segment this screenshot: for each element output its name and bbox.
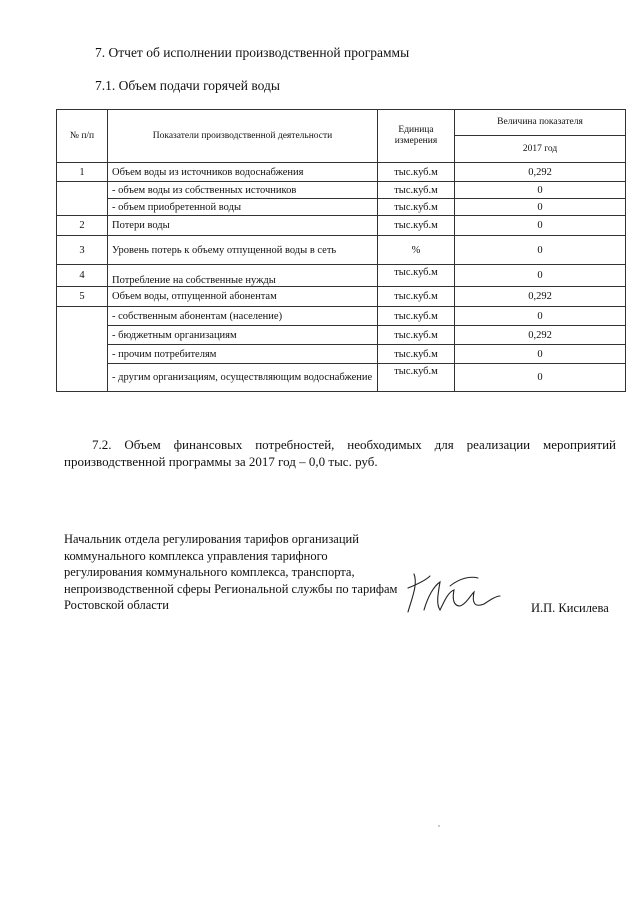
table-row xyxy=(57,345,626,364)
row-num: 2 xyxy=(57,216,108,236)
row-name: Потери воды xyxy=(108,216,378,236)
row-unit: тыс.куб.м xyxy=(378,265,455,287)
row-value: 0 xyxy=(455,199,626,216)
row-num: 3 xyxy=(57,236,108,265)
row-value: 0 xyxy=(455,307,626,326)
header-num: № п/п xyxy=(57,110,108,163)
scan-speck xyxy=(438,825,440,827)
signatory-name: И.П. Кисилева xyxy=(531,601,609,615)
handwritten-signature xyxy=(400,566,505,621)
header-unit: Единица измерения xyxy=(378,110,455,163)
row-value: 0,292 xyxy=(455,163,626,182)
row-name: - бюджетным организациям xyxy=(108,326,378,345)
row-num: 5 xyxy=(57,287,108,307)
row-unit: тыс.куб.м xyxy=(378,345,455,364)
financial-needs-paragraph: 7.2. Объем финансовых потребностей, необходимых для реализации мероприятий производственной программы за 2017 год – 0,0 тыс. руб. xyxy=(64,437,616,469)
row-unit: тыс.куб.м xyxy=(378,182,455,199)
row-unit: тыс.куб.м xyxy=(378,199,455,216)
table-row xyxy=(57,199,626,216)
table-row xyxy=(57,216,626,236)
row-unit: тыс.куб.м xyxy=(378,326,455,345)
section-heading: 7. Отчет об исполнении производственной программы xyxy=(95,45,410,60)
row-name: - собственным абонентам (население) xyxy=(108,307,378,326)
row-num: 1 xyxy=(57,163,108,182)
row-name: Объем воды, отпущенной абонентам xyxy=(108,287,378,307)
header-indicator: Показатели производственной деятельности xyxy=(108,110,378,163)
row-value: 0 xyxy=(455,345,626,364)
row-num: 4 xyxy=(57,265,108,287)
subsection-heading: 7.1. Объем подачи горячей воды xyxy=(95,78,280,93)
row-num xyxy=(57,182,108,216)
row-unit: тыс.куб.м xyxy=(378,216,455,236)
table-row xyxy=(57,236,626,265)
row-value: 0 xyxy=(455,236,626,265)
row-name: Потребление на собственные нужды xyxy=(108,265,378,287)
table-row xyxy=(57,364,626,392)
table-row xyxy=(57,265,626,287)
water-supply-table xyxy=(56,109,626,392)
row-name: - объем воды из собственных источников xyxy=(108,182,378,199)
row-value: 0 xyxy=(455,364,626,392)
row-name: - объем приобретенной воды xyxy=(108,199,378,216)
table-row xyxy=(57,163,626,182)
header-value: Величина показателя xyxy=(455,110,626,136)
row-unit: тыс.куб.м xyxy=(378,307,455,326)
signatory-title: Начальник отдела регулирования тарифов организаций коммунального комплекса управления тарифного регулирования коммунального комплекса, транспорта, непроизводственной сферы Региональной службы по тарифам Ростовской области xyxy=(64,532,398,612)
row-name: Объем воды из источников водоснабжения xyxy=(108,163,378,182)
row-value: 0,292 xyxy=(455,287,626,307)
table-row xyxy=(57,287,626,307)
row-name: Уровень потерь к объему отпущенной воды в сеть xyxy=(108,236,378,265)
table-row xyxy=(57,326,626,345)
row-unit: % xyxy=(378,236,455,265)
row-name: - другим организациям, осуществляющим водоснабжение xyxy=(108,364,378,392)
header-year: 2017 год xyxy=(455,136,626,163)
row-unit: тыс.куб.м xyxy=(378,163,455,182)
table-row xyxy=(57,182,626,199)
row-unit: тыс.куб.м xyxy=(378,364,455,392)
row-unit: тыс.куб.м xyxy=(378,287,455,307)
row-value: 0 xyxy=(455,216,626,236)
row-value: 0,292 xyxy=(455,326,626,345)
row-num xyxy=(57,307,108,392)
table-row xyxy=(57,307,626,326)
row-name: - прочим потребителям xyxy=(108,345,378,364)
row-value: 0 xyxy=(455,265,626,287)
row-value: 0 xyxy=(455,182,626,199)
